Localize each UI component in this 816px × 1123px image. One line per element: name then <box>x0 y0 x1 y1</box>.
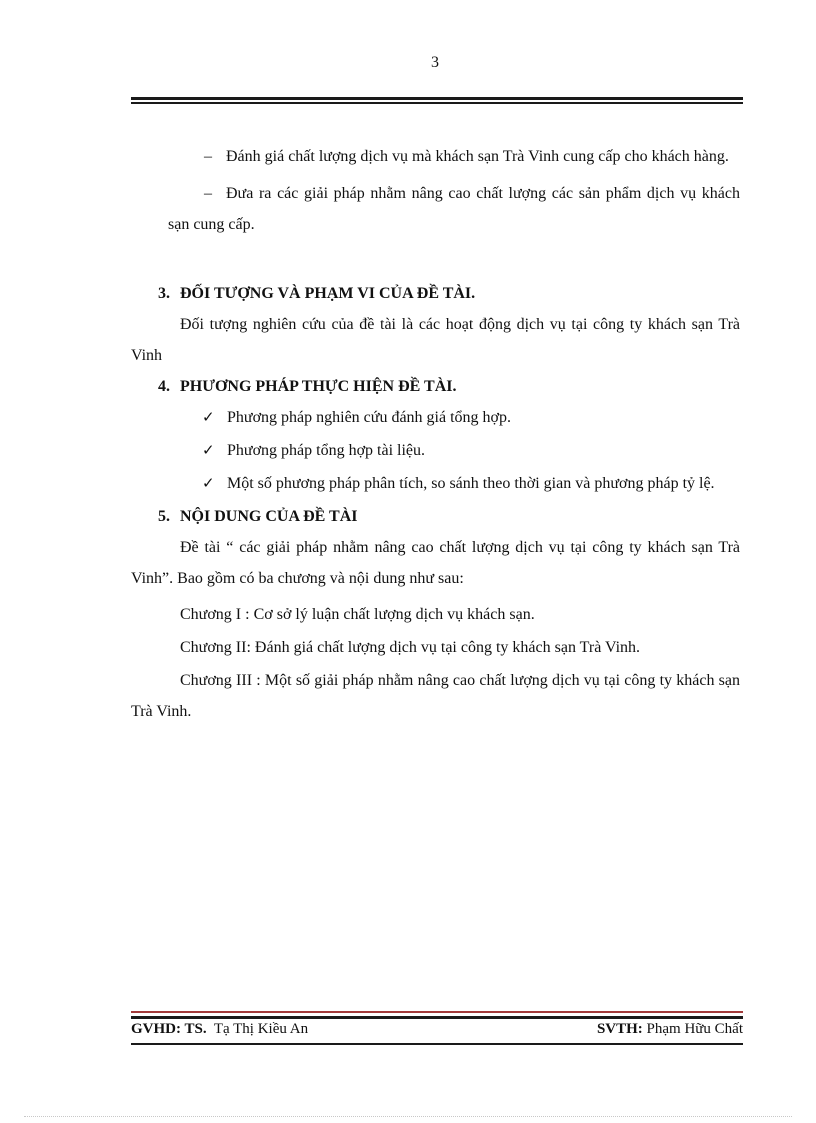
page-footer <box>131 1021 743 1038</box>
footer-student: SVTH: Phạm Hữu Chất <box>596 1021 743 1037</box>
section-3-body: Đối tượng nghiên cứu của đề tài là các hoạt động dịch vụ tại công ty khách sạn Trà Vinh <box>131 316 740 364</box>
section-3-heading: 3. ĐỐI TƯỢNG VÀ PHẠM VI CỦA ĐỀ TÀI. <box>158 285 476 302</box>
section-5-body: Đề tài “ các giải pháp nhằm nâng cao chất lượng dịch vụ tại công ty khách sạn Trà Vinh”. Bao gồm có ba chương và nội dung như sau: <box>131 539 740 587</box>
footer-bottom-rule <box>131 1043 743 1045</box>
section-5-heading: 5. NỘI DUNG CỦA ĐỀ TÀI <box>158 508 358 525</box>
chapter-item: Chương III : Một số giải pháp nhằm nâng cao chất lượng dịch vụ tại công ty khách sạn Trà Vinh. <box>131 672 740 720</box>
check-icon: ✓ <box>202 474 215 492</box>
method-item: ✓ Một số phương pháp phân tích, so sánh theo thời gian và phương pháp tỷ lệ. <box>131 468 740 499</box>
page-content <box>131 141 740 729</box>
dash-bullet: – <box>204 148 212 165</box>
header-rule <box>131 97 743 104</box>
method-item: ✓ Phương pháp nghiên cứu đánh giá tổng hợp. <box>131 402 740 433</box>
check-icon: ✓ <box>202 441 215 459</box>
section-4-heading: 4. PHƯƠNG PHÁP THỰC HIỆN ĐỀ TÀI. <box>158 378 457 395</box>
method-item: ✓ Phương pháp tổng hợp tài liệu. <box>131 435 740 466</box>
chapter-item: Chương II: Đánh giá chất lượng dịch vụ tại công ty khách sạn Trà Vinh. <box>180 639 641 656</box>
footer-rule <box>131 1011 743 1019</box>
chapter-item: Chương I : Cơ sở lý luận chất lượng dịch vụ khách sạn. <box>180 606 535 623</box>
objective-item: – Đánh giá chất lượng dịch vụ mà khách sạn Trà Vinh cung cấp cho khách hàng. <box>131 141 740 172</box>
page-edge <box>24 1116 792 1117</box>
dash-bullet: – <box>204 185 212 202</box>
page-number: 3 <box>431 54 439 71</box>
footer-supervisor: GVHD: TS. Tạ Thị Kiều An <box>131 1021 309 1037</box>
check-icon: ✓ <box>202 408 215 426</box>
objective-item: – Đưa ra các giải pháp nhằm nâng cao chất lượng các sản phẩm dịch vụ khách sạn cung cấp. <box>131 178 740 240</box>
